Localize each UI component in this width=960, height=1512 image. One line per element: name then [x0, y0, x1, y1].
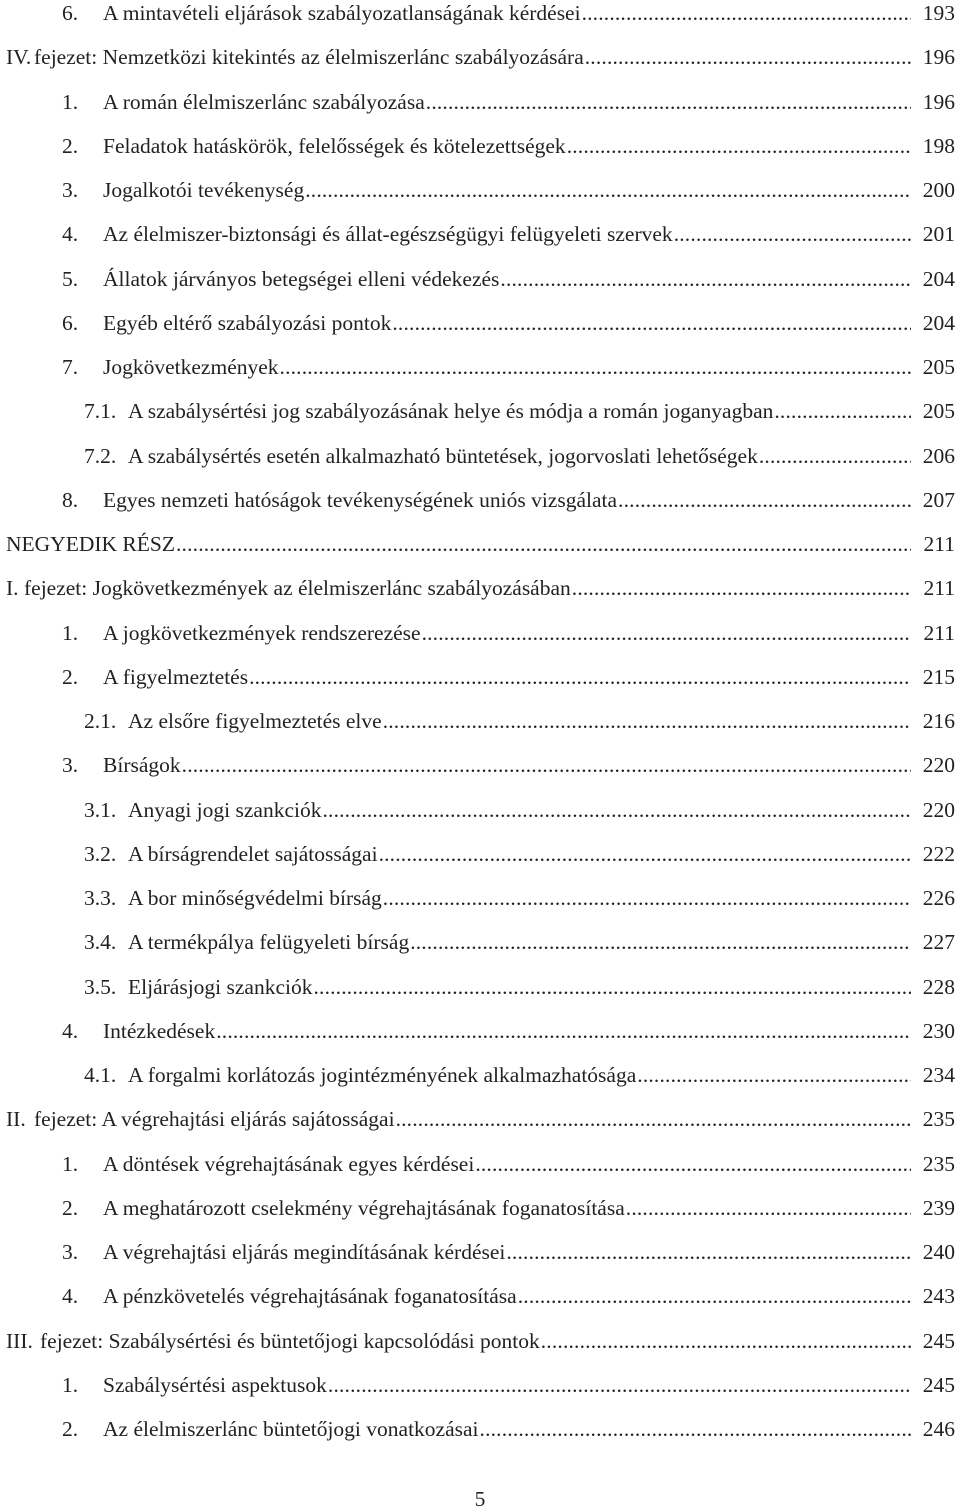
toc-entry-number: 2. [62, 133, 79, 158]
toc-entry-number: 3. [62, 178, 79, 202]
toc-entry-number: 1. [62, 620, 79, 645]
toc-entry-number: 7.2. [84, 443, 117, 468]
toc-entry-title: fejezet: Nemzetközi kitekintés az élelmiszerlánc szabályozására [34, 45, 584, 70]
toc-entry[interactable] [0, 87, 960, 117]
toc-entry-page: 234 [922, 1063, 955, 1087]
dot-leader [382, 706, 911, 736]
dot-leader [175, 529, 911, 559]
toc-entry-number: 6. [62, 1, 79, 25]
toc-entry[interactable] [0, 1326, 960, 1356]
dot-leader [304, 175, 911, 205]
dot-leader [499, 264, 911, 294]
toc-entry-title: A román élelmiszerlánc szabályozása [103, 89, 425, 114]
dot-leader [584, 42, 911, 72]
dot-leader [391, 308, 911, 338]
toc-entry-number: 6. [62, 310, 79, 335]
toc-entry-page: 235 [922, 1151, 955, 1176]
toc-entry[interactable] [0, 1060, 960, 1090]
toc-entry-number: 2. [62, 1195, 79, 1220]
toc-entry-number: III. [6, 1328, 33, 1353]
dot-leader [181, 750, 911, 780]
toc-entry-page: 204 [922, 266, 955, 291]
toc-entry[interactable] [0, 1414, 960, 1444]
toc-entry-title: fejezet: A végrehajtási eljárás sajátosságai [34, 1107, 395, 1132]
toc-entry[interactable] [0, 1237, 960, 1267]
toc-entry-title: Az elsőre figyelmeztetés elve [128, 709, 382, 733]
toc-entry-number: 5. [62, 266, 79, 291]
toc-entry[interactable] [0, 795, 960, 825]
toc-entry[interactable] [0, 1281, 960, 1311]
toc-entry-title: Egyéb eltérő szabályozási pontok [103, 310, 392, 335]
dot-leader [517, 1281, 911, 1311]
dot-leader [571, 573, 911, 603]
toc-entry-number: 1. [62, 1372, 79, 1397]
toc-entry-page: 211 [923, 620, 955, 645]
toc-entry-title: A jogkövetkezmények rendszerezése [103, 620, 421, 645]
toc-entry-title: Az élelmiszer-biztonsági és állat-egészségügyi felügyeleti szervek [103, 222, 673, 247]
toc-entry-title: Jogalkotói tevékenység [103, 178, 305, 202]
toc-entry[interactable] [0, 352, 960, 382]
dot-leader [421, 618, 911, 648]
dot-leader [479, 1414, 911, 1444]
toc-entry-title: A figyelmeztetés [103, 664, 249, 689]
toc-entry-title: fejezet: Szabálysértési és büntetőjogi kapcsolódási pontok [40, 1328, 540, 1353]
toc-entry-title: Feladatok hatáskörök, felelősségek és kötelezettségek [103, 133, 566, 158]
toc-entry-title: Szabálysértési aspektusok [103, 1372, 327, 1397]
toc-entry-page: 239 [922, 1195, 955, 1220]
toc-entry-page: 207 [922, 487, 955, 512]
toc-entry-number: 3.2. [84, 841, 117, 866]
toc-entry[interactable] [0, 219, 960, 249]
dot-leader [566, 131, 911, 161]
toc-entry-title: Intézkedések [103, 1018, 216, 1043]
toc-entry[interactable] [0, 441, 960, 471]
toc-entry[interactable] [0, 131, 960, 161]
toc-entry-number: 4. [62, 222, 79, 247]
toc-entry[interactable] [0, 175, 960, 205]
toc-entry-page: 227 [922, 930, 955, 955]
toc-entry-title: A pénzkövetelés végrehajtásának foganatosítása [103, 1284, 517, 1309]
toc-entry-title: Az élelmiszerlánc büntetőjogi vonatkozásai [103, 1417, 479, 1441]
toc-entry[interactable] [0, 883, 960, 913]
toc-entry-page: 215 [922, 664, 955, 689]
toc-entry[interactable] [0, 573, 960, 603]
dot-leader [279, 352, 911, 382]
toc-entry-title: NEGYEDIK RÉSZ [6, 532, 175, 556]
toc-entry-page: 196 [922, 45, 955, 70]
toc-entry-number: IV. [6, 45, 32, 70]
toc-entry[interactable] [0, 839, 960, 869]
toc-entry-number: 4. [62, 1284, 79, 1309]
toc-entry-page: 205 [922, 399, 955, 424]
toc-entry-page: 245 [922, 1328, 955, 1353]
toc-entry-page: 226 [922, 886, 955, 910]
toc-entry-number: 3.4. [84, 930, 117, 955]
toc-entry-title: A szabálysértési jog szabályozásának helye és módja a román joganyagban [128, 399, 774, 424]
toc-entry-title: Egyes nemzeti hatóságok tevékenységének uniós vizsgálata [103, 487, 618, 512]
toc-entry-number: 3.1. [84, 797, 117, 822]
toc-entry[interactable] [0, 1370, 960, 1400]
toc-entry-number: 2. [62, 664, 79, 689]
dot-leader [581, 0, 911, 28]
toc-entry[interactable] [0, 485, 960, 515]
toc-entry-title: Bírságok [103, 753, 181, 778]
toc-entry-title: Jogkövetkezmények [103, 355, 279, 379]
toc-entry-title: Anyagi jogi szankciók [128, 797, 322, 822]
toc-entry-number: 4.1. [84, 1063, 117, 1087]
toc-entry-page: 204 [922, 310, 955, 335]
dot-leader [248, 662, 911, 692]
toc-entry[interactable] [0, 396, 960, 426]
dot-leader [321, 795, 911, 825]
toc-entry-number: 1. [62, 89, 79, 114]
toc-entry-number: 3.3. [84, 886, 117, 910]
toc-entry-title: fejezet: Jogkövetkezmények az élelmiszerlánc szabályozásában [24, 576, 571, 601]
toc-entry-number: II. [6, 1107, 26, 1132]
toc-entry-number: 2.1. [84, 709, 117, 733]
toc-entry-page: 230 [922, 1018, 955, 1043]
toc-entry[interactable] [0, 529, 960, 559]
toc-entry[interactable] [0, 706, 960, 736]
dot-leader [395, 1104, 911, 1134]
toc-entry[interactable] [0, 1016, 960, 1046]
toc-entry[interactable] [0, 1104, 960, 1134]
dot-leader [636, 1060, 911, 1090]
toc-entry[interactable] [0, 972, 960, 1002]
toc-entry-page: 220 [922, 753, 955, 778]
toc-entry-title: A bírságrendelet sajátosságai [128, 841, 378, 866]
toc-entry-title: A termékpálya felügyeleti bírság [128, 930, 410, 955]
toc-entry-number: 7.1. [84, 399, 117, 424]
toc-entry-page: 198 [922, 133, 955, 158]
dot-leader [540, 1326, 911, 1356]
toc-entry-page: 222 [922, 841, 955, 866]
toc-entry-number: 3.5. [84, 974, 117, 999]
toc-entry-number: 8. [62, 487, 79, 512]
dot-leader [327, 1370, 911, 1400]
page-number: 5 [474, 1487, 486, 1511]
toc-entry-page: 211 [923, 532, 955, 556]
toc-entry-page: 206 [922, 443, 955, 468]
toc-entry[interactable] [0, 0, 960, 28]
dot-leader [505, 1237, 911, 1267]
toc-entry-page: 200 [922, 178, 955, 202]
toc-entry-page: 205 [922, 355, 955, 379]
toc-entry[interactable] [0, 264, 960, 294]
toc-entry-title: Állatok járványos betegségei elleni védekezés [103, 266, 500, 291]
dot-leader [382, 883, 911, 913]
dot-leader [215, 1016, 911, 1046]
toc-entry-title: A végrehajtási eljárás megindításának kérdései [103, 1240, 506, 1264]
toc-entry-page: 201 [922, 222, 955, 247]
toc-entry-title: A szabálysértés esetén alkalmazható büntetések, jogorvoslati lehetőségek [128, 443, 758, 468]
dot-leader [312, 972, 911, 1002]
toc-entry-page: 246 [922, 1417, 955, 1441]
dot-leader [758, 441, 911, 471]
toc-entry-number: 2. [62, 1417, 79, 1441]
dot-leader [409, 927, 911, 957]
dot-leader [625, 1193, 911, 1223]
toc-entry-number: I. [6, 576, 19, 601]
toc-entry-number: 4. [62, 1018, 79, 1043]
toc-entry-title: A bor minőségvédelmi bírság [128, 886, 382, 910]
toc-entry-page: 228 [922, 974, 955, 999]
toc-entry-page: 240 [922, 1240, 955, 1264]
toc-entry-page: 245 [922, 1372, 955, 1397]
toc-entry-title: A döntések végrehajtásának egyes kérdései [103, 1151, 475, 1176]
toc-entry[interactable] [0, 662, 960, 692]
toc-entry[interactable] [0, 1149, 960, 1179]
toc-entry-number: 1. [62, 1151, 79, 1176]
toc-entry-title: A meghatározott cselekmény végrehajtásának foganatosítása [103, 1195, 625, 1220]
toc-entry[interactable] [0, 42, 960, 72]
toc-entry[interactable] [0, 308, 960, 338]
dot-leader [673, 219, 911, 249]
dot-leader [425, 87, 911, 117]
toc-entry-page: 193 [922, 1, 955, 25]
toc-entry[interactable] [0, 1193, 960, 1223]
toc-entry-title: A forgalmi korlátozás jogintézményének alkalmazhatósága [128, 1063, 637, 1087]
toc-entry[interactable] [0, 750, 960, 780]
toc-entry-page: 216 [922, 709, 955, 733]
toc-entry-page: 196 [922, 89, 955, 114]
toc-entry[interactable] [0, 927, 960, 957]
toc-entry-title: A mintavételi eljárások szabályozatlanságának kérdései [103, 1, 581, 25]
toc-entry-number: 3. [62, 1240, 79, 1264]
toc-entry-page: 235 [922, 1107, 955, 1132]
dot-leader [773, 396, 911, 426]
toc-entry-number: 7. [62, 355, 79, 379]
toc-entry-page: 243 [922, 1284, 955, 1309]
dot-leader [617, 485, 911, 515]
toc-entry-page: 211 [923, 576, 955, 601]
dot-leader [378, 839, 911, 869]
dot-leader [474, 1149, 911, 1179]
toc-entry-title: Eljárásjogi szankciók [128, 974, 313, 999]
toc-entry-page: 220 [922, 797, 955, 822]
toc-entry[interactable] [0, 618, 960, 648]
toc-entry-number: 3. [62, 753, 79, 778]
